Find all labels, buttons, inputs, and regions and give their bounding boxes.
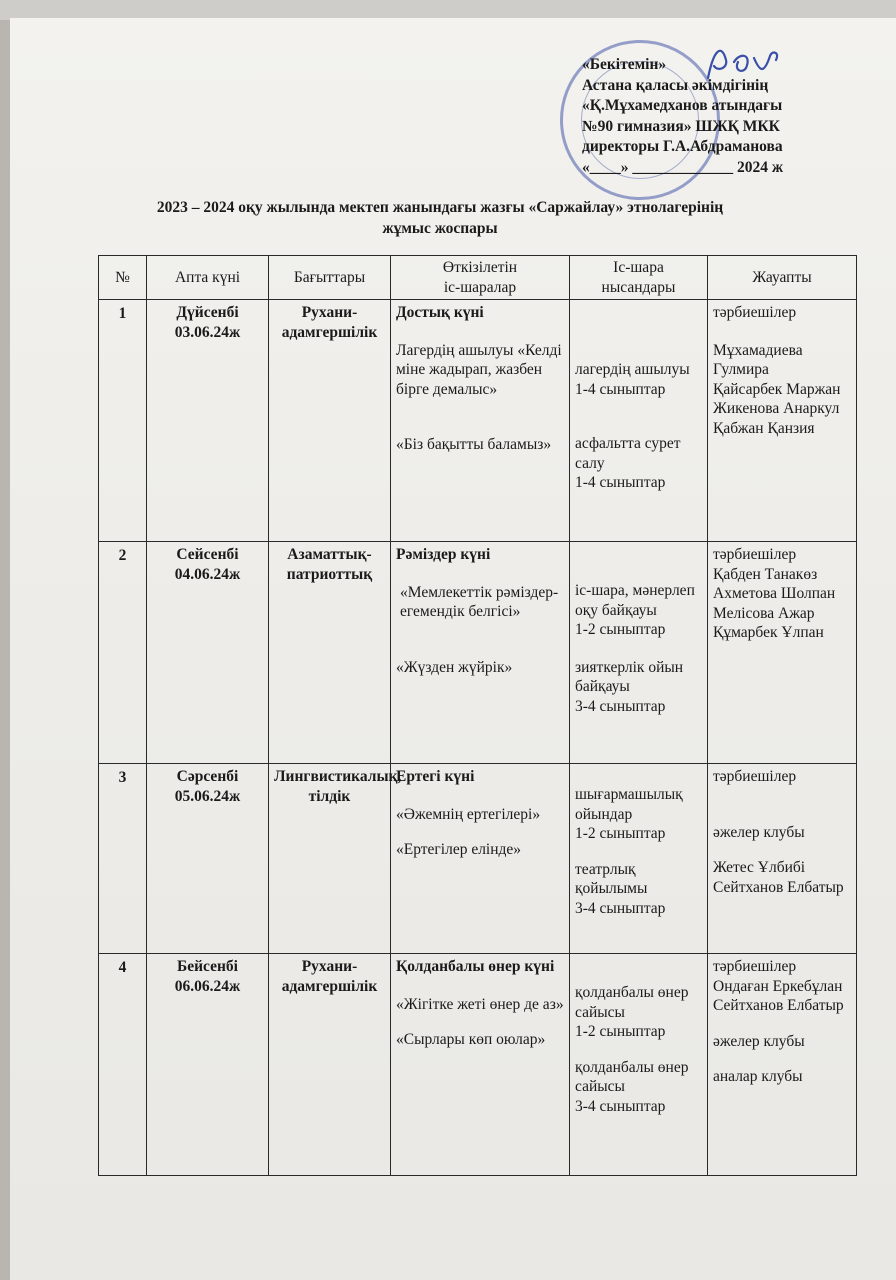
row-num: 2 bbox=[99, 542, 147, 764]
approval-line: №90 гимназия» ШЖҚ МКК bbox=[582, 117, 780, 135]
row-events bbox=[391, 764, 570, 954]
event-item: «Біз бақытты баламыз» bbox=[396, 436, 552, 453]
responsible-item: әжелер клубы bbox=[713, 1032, 805, 1050]
responsible-item: әжелер клубы bbox=[713, 823, 805, 841]
row-num: 4 bbox=[99, 954, 147, 1176]
responsible-item: Мұхамадиева Гулмира bbox=[713, 341, 803, 378]
day-date: 06.06.24ж bbox=[174, 977, 241, 995]
table-row bbox=[99, 300, 857, 542]
responsible-item: Сейтханов Елбатыр bbox=[713, 997, 844, 1014]
responsible-item: Қабжан Қанзия bbox=[713, 419, 815, 437]
responsible-item: Құмарбек Ұлпан bbox=[713, 624, 824, 641]
responsible-item: Ахметова Шолпан bbox=[713, 585, 836, 602]
event-title: Ертегі күні bbox=[396, 768, 475, 785]
event-item: «Мемлекеттік рәміздер-егемендік белгісі» bbox=[400, 583, 559, 620]
form-item: 1-4 сыныптар bbox=[575, 474, 666, 491]
responsible-item: тәрбиешілер bbox=[713, 768, 797, 785]
row-num: 1 bbox=[99, 300, 147, 542]
header-day: Апта күні bbox=[147, 256, 269, 300]
header-direction: Бағыттары bbox=[269, 256, 391, 300]
row-day bbox=[147, 764, 269, 954]
header-events-l1: Өткізілетін bbox=[442, 259, 518, 276]
form-item: 3-4 сыныптар bbox=[575, 697, 666, 715]
responsible-item: аналар клубы bbox=[713, 1068, 803, 1085]
header-responsible: Жауапты bbox=[708, 256, 857, 300]
event-title: Рәміздер күні bbox=[396, 546, 491, 563]
header-num: № bbox=[99, 256, 147, 300]
form-item: зияткерлік ойын байқауы bbox=[575, 658, 684, 695]
day-date: 04.06.24ж bbox=[174, 565, 241, 583]
row-forms bbox=[570, 954, 708, 1176]
row-day bbox=[147, 542, 269, 764]
row-num: 3 bbox=[99, 764, 147, 954]
row-events bbox=[391, 954, 570, 1176]
event-item: «Сырлары көп оюлар» bbox=[396, 1031, 546, 1048]
day-name: Дүйсенбі bbox=[176, 304, 239, 321]
row-responsible bbox=[708, 764, 857, 954]
header-forms-l1: Іс-шара bbox=[613, 259, 664, 276]
form-item: қолданбалы өнер сайысы bbox=[575, 984, 689, 1021]
row-responsible bbox=[708, 542, 857, 764]
table-row bbox=[99, 542, 857, 764]
form-item: 1-2 сыныптар bbox=[575, 1023, 666, 1040]
event-title: Қолданбалы өнер күні bbox=[396, 958, 555, 975]
work-plan-table bbox=[98, 255, 857, 1176]
approval-line: Астана қаласы әкімдігінің bbox=[582, 76, 769, 94]
form-item: асфальтта сурет салу bbox=[575, 435, 681, 472]
header-forms bbox=[570, 256, 708, 300]
form-item: шығармашылық ойындар bbox=[575, 786, 683, 823]
responsible-item: Сейтханов Елбатыр bbox=[713, 878, 844, 896]
event-item: Лагердің ашылуы «Келді міне жадырап, жазбен бірге демалыс» bbox=[396, 341, 562, 398]
document-title bbox=[80, 197, 800, 239]
event-title: Достық күні bbox=[396, 304, 484, 321]
day-name: Сейсенбі bbox=[176, 546, 239, 563]
row-responsible bbox=[708, 954, 857, 1176]
row-forms bbox=[570, 542, 708, 764]
form-item: театрлық қойылымы bbox=[575, 860, 648, 897]
table-row bbox=[99, 954, 857, 1176]
responsible-item: тәрбиешілер bbox=[713, 546, 797, 563]
event-item: «Әжемнің ертегілері» bbox=[396, 805, 541, 823]
row-forms bbox=[570, 300, 708, 542]
row-direction: Лингвистикалық, тілдік bbox=[269, 764, 391, 954]
form-item: 1-2 сыныптар bbox=[575, 621, 666, 638]
background-sheet bbox=[0, 0, 896, 20]
approval-line: директоры Г.А.Абдраманова bbox=[582, 138, 783, 155]
approval-line: «Қ.Мұхамедханов атындағы bbox=[582, 97, 783, 114]
form-item: іс-шара, мәнерлеп оқу байқауы bbox=[575, 582, 695, 619]
row-forms bbox=[570, 764, 708, 954]
row-day bbox=[147, 300, 269, 542]
day-name: Бейсенбі bbox=[177, 958, 238, 975]
row-direction: Рухани-адамгершілік bbox=[269, 300, 391, 542]
row-day bbox=[147, 954, 269, 1176]
responsible-item: Жикенова Анаркул bbox=[713, 400, 840, 417]
row-direction: Рухани-адамгершілік bbox=[269, 954, 391, 1176]
responsible-item: Мелісова Ажар bbox=[713, 604, 815, 622]
responsible-item: Жетес Ұлбибі bbox=[713, 859, 806, 876]
row-events bbox=[391, 300, 570, 542]
approval-block bbox=[582, 55, 822, 178]
table-header-row bbox=[99, 256, 857, 300]
event-item: «Жігітке жеті өнер де аз» bbox=[396, 995, 564, 1013]
header-events bbox=[391, 256, 570, 300]
form-item: 1-4 сыныптар bbox=[575, 380, 666, 398]
title-line-2: жұмыс жоспары bbox=[382, 220, 498, 237]
responsible-item: Ондаған Еркебұлан bbox=[713, 977, 843, 995]
event-item: «Ертегілер елінде» bbox=[396, 841, 522, 858]
form-item: лагердің ашылуы bbox=[575, 361, 690, 378]
form-item: 1-2 сыныптар bbox=[575, 825, 666, 842]
event-item: «Жүзден жүйрік» bbox=[396, 658, 513, 676]
row-events bbox=[391, 542, 570, 764]
day-date: 05.06.24ж bbox=[174, 787, 241, 805]
row-responsible bbox=[708, 300, 857, 542]
header-events-l2: іс-шаралар bbox=[443, 278, 517, 296]
responsible-item: Қайсарбек Маржан bbox=[713, 380, 841, 398]
day-date: 03.06.24ж bbox=[174, 323, 241, 341]
row-direction: Азаматтық-патриоттық bbox=[269, 542, 391, 764]
responsible-item: тәрбиешілер bbox=[713, 304, 797, 321]
approval-line: «Бекітемін» bbox=[582, 56, 667, 73]
title-line-1: 2023 – 2024 оқу жылында мектеп жанындағы жазғы «Саржайлау» этнолагерінің bbox=[156, 199, 724, 216]
form-item: қолданбалы өнер сайысы bbox=[575, 1058, 689, 1095]
header-forms-l2: нысандары bbox=[601, 278, 676, 296]
form-item: 3-4 сыныптар bbox=[575, 899, 666, 917]
table-row bbox=[99, 764, 857, 954]
day-name: Сәрсенбі bbox=[176, 768, 239, 785]
form-item: 3-4 сыныптар bbox=[575, 1097, 666, 1115]
approval-line: «____» _____________ 2024 ж bbox=[582, 158, 784, 176]
responsible-item: Қабден Танакөз bbox=[713, 565, 818, 583]
responsible-item: тәрбиешілер bbox=[713, 958, 797, 975]
